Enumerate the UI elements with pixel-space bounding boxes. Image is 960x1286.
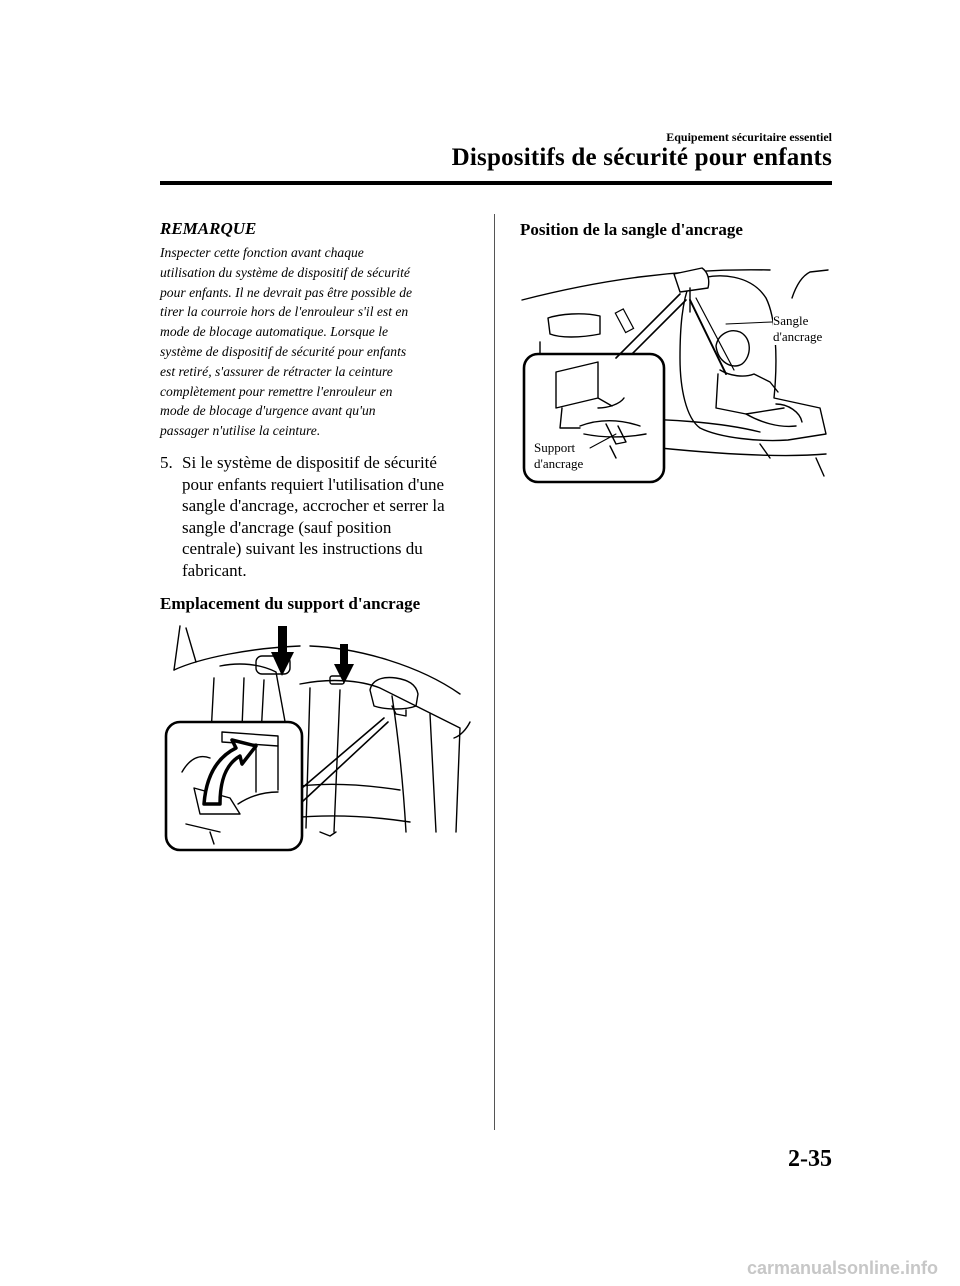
- note-title: REMARQUE: [160, 219, 257, 238]
- support-label: [534, 440, 583, 472]
- anchor-location-illustration: [160, 618, 480, 858]
- strap-label: [773, 313, 822, 345]
- support-label-line-1: Support: [534, 440, 576, 455]
- section-name: Equipement sécuritaire essentiel: [666, 130, 832, 144]
- step-line: sangle d'ancrage (sauf position: [182, 517, 392, 537]
- footer-watermark[interactable]: carmanualsonline.info: [746, 1258, 938, 1278]
- step-number: 5.: [160, 453, 173, 472]
- strap-label-line-2: d'ancrage: [773, 329, 823, 344]
- note-line: mode de blocage automatique. Lorsque le: [160, 324, 389, 340]
- step-line: pour enfants requiert l'utilisation d'une: [182, 474, 445, 494]
- note-line: Inspecter cette fonction avant chaque: [160, 245, 364, 260]
- note-line: utilisation du système de dispositif de sécurité: [160, 264, 410, 280]
- figure-right-heading: Position de la sangle d'ancrage: [520, 220, 743, 239]
- note-body: [160, 243, 478, 441]
- note-line: passager n'utilise la ceinture.: [160, 423, 321, 439]
- strap-label-line-1: Sangle: [773, 313, 809, 328]
- header-divider: [160, 181, 832, 185]
- note-line: complètement pour remettre l'enrouleur en: [160, 383, 393, 399]
- step-line: Si le système de dispositif de sécurité: [182, 453, 437, 472]
- support-label-line-2: d'ancrage: [534, 456, 584, 471]
- figure-left-heading: Emplacement du support d'ancrage: [160, 594, 421, 613]
- step-line: centrale) suivant les instructions du: [182, 539, 423, 559]
- note-line: pour enfants. Il ne devrait pas être possible de: [160, 284, 413, 300]
- note-line: système de dispositif de sécurité pour enfants: [160, 343, 407, 359]
- page-number: 2-35: [788, 1146, 832, 1172]
- note-line: est retiré, s'assurer de rétracter la ceinture: [160, 363, 393, 379]
- step-line: fabricant.: [182, 560, 247, 580]
- column-divider: [494, 214, 495, 1130]
- step-line: sangle d'ancrage, accrocher et serrer la: [182, 496, 445, 516]
- note-line: mode de blocage d'urgence avant qu'un: [160, 403, 376, 419]
- page-title: Dispositifs de sécurité pour enfants: [451, 144, 832, 171]
- step-text: [182, 452, 494, 582]
- note-line: tirer la courroie hors de l'enrouleur s'il est en: [160, 304, 409, 320]
